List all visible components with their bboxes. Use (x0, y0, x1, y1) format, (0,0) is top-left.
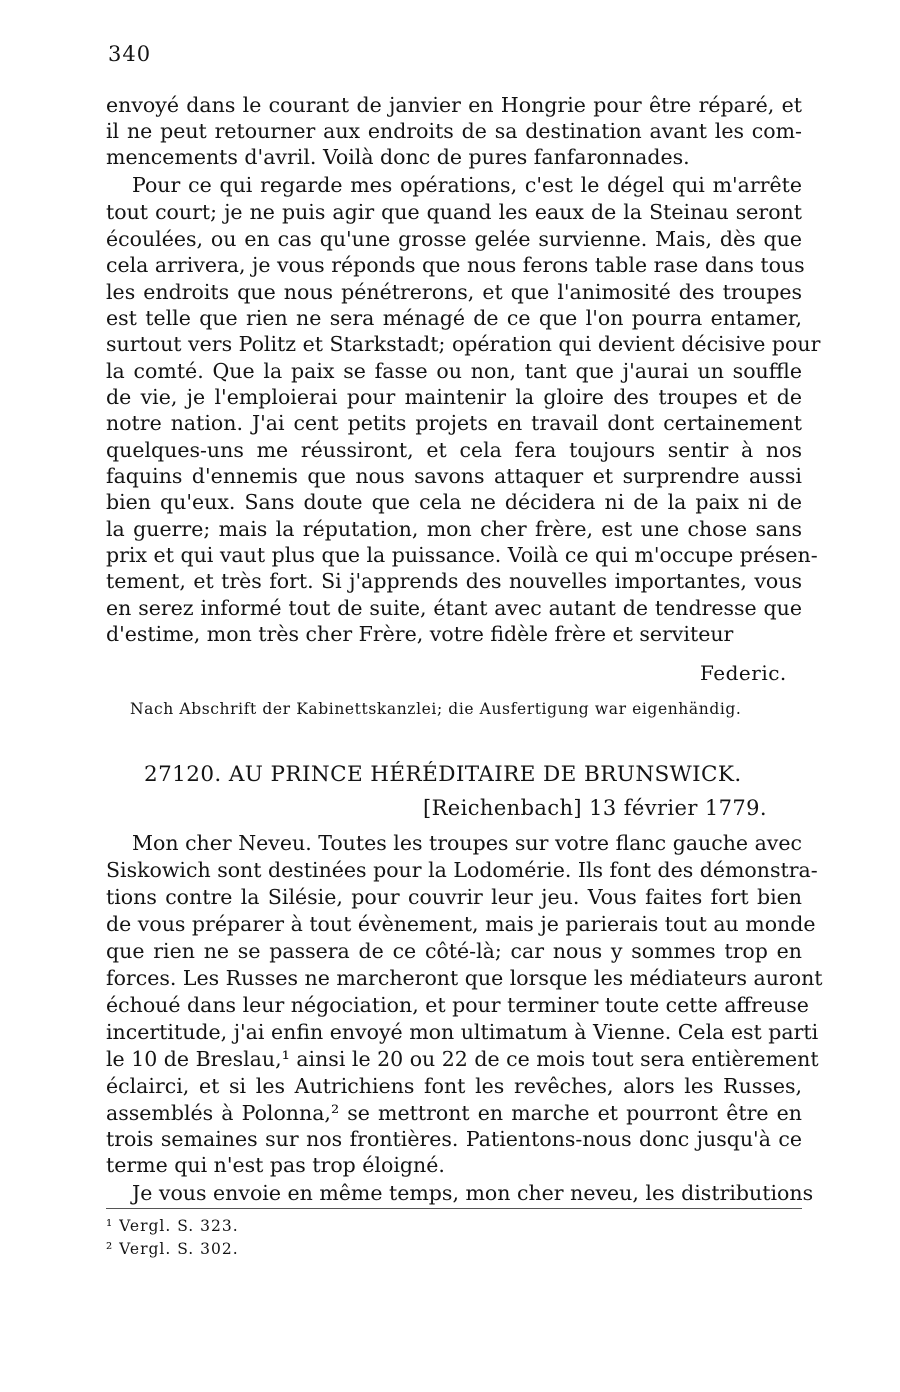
text-line: la guerre; mais la réputation, mon cher frère, est une chose sans (106, 517, 802, 541)
text-line: la comté. Que la paix se fasse ou non, tant que j'aurai un souffle (106, 359, 802, 383)
text-line: écoulées, ou en cas qu'une grosse gelée survienne. Mais, dès que (106, 227, 802, 251)
text-line: il ne peut retourner aux endroits de sa destination avant les com- (106, 119, 802, 143)
text-line: forces. Les Russes ne marcheront que lorsque les médiateurs auront (106, 966, 823, 990)
text-line: éclairci, et si les Autrichiens font les revêches, alors les Russes, (106, 1074, 802, 1098)
text-line: est telle que rien ne sera ménagé de ce que l'on pourra entamer, (106, 306, 802, 330)
text-line: Siskowich sont destinées pour la Lodomérie. Ils font des démonstra- (106, 858, 818, 882)
text-line: échoué dans leur négociation, et pour terminer toute cette affreuse (106, 993, 809, 1017)
text-line: de vous préparer à tout évènement, mais je parierais tout au monde (106, 912, 816, 936)
text-line: cela arrivera, je vous réponds que nous ferons table rase dans tous (106, 253, 805, 277)
text-line: en serez informé tout de suite, étant avec autant de tendresse que (106, 596, 802, 620)
text-line: bien qu'eux. Sans doute que cela ne décidera ni de la paix ni de (106, 490, 802, 514)
text-line: de vie, je l'emploierai pour maintenir la gloire des troupes et de (106, 385, 802, 409)
text-line: les endroits que nous pénétrerons, et que l'animosité des troupes (106, 280, 802, 304)
letter-heading: 27120. AU PRINCE HÉRÉDITAIRE DE BRUNSWICK. (144, 762, 742, 787)
text-line: trois semaines sur nos frontières. Patientons-nous donc jusqu'à ce (106, 1127, 802, 1151)
text-line: d'estime, mon très cher Frère, votre fidèle frère et serviteur (106, 622, 734, 646)
footnote: ¹ Vergl. S. 323. (106, 1217, 239, 1235)
signature: Federic. (700, 661, 787, 685)
footnote-divider (106, 1208, 802, 1209)
text-line: prix et qui vaut plus que la puissance. Voilà ce qui m'occupe présen- (106, 543, 818, 567)
text-line: surtout vers Politz et Starkstadt; opération qui devient décisive pour (106, 332, 821, 356)
text-line: envoyé dans le courant de janvier en Hongrie pour être réparé, et (106, 93, 802, 117)
text-line: tions contre la Silésie, pour couvrir leur jeu. Vous faites fort bien (106, 885, 802, 909)
page-number: 340 (108, 42, 152, 66)
text-line: notre nation. J'ai cent petits projets en travail dont certainement (106, 411, 802, 435)
letter-dateline: [Reichenbach] 13 février 1779. (423, 796, 767, 820)
text-line: le 10 de Breslau,¹ ainsi le 20 ou 22 de ce mois tout sera entièrement (106, 1047, 819, 1071)
footnote: ² Vergl. S. 302. (106, 1240, 239, 1258)
source-note: Nach Abschrift der Kabinettskanzlei; die Ausfertigung war eigenhändig. (130, 700, 742, 718)
text-line: quelques-uns me réussiront, et cela fera toujours sentir à nos (106, 438, 802, 462)
text-line: incertitude, j'ai enfin envoyé mon ultimatum à Vienne. Cela est parti (106, 1020, 819, 1044)
text-line: Mon cher Neveu. Toutes les troupes sur votre flanc gauche avec (132, 831, 802, 855)
text-line: que rien ne se passera de ce côté-là; car nous y sommes trop en (106, 939, 802, 963)
text-line: Je vous envoie en même temps, mon cher neveu, les distributions (132, 1181, 814, 1205)
text-line: tout court; je ne puis agir que quand les eaux de la Steinau seront (106, 200, 802, 224)
text-line: faquins d'ennemis que nous savons attaquer et surprendre aussi (106, 464, 802, 488)
text-line: Pour ce qui regarde mes opérations, c'est le dégel qui m'arrête (132, 173, 802, 197)
text-line: tement, et très fort. Si j'apprends des nouvelles importantes, vous (106, 569, 802, 593)
text-line: assemblés à Polonna,² se mettront en marche et pourront être en (106, 1101, 802, 1125)
text-line: terme qui n'est pas trop éloigné. (106, 1153, 445, 1177)
text-line: mencements d'avril. Voilà donc de pures fanfaronnades. (106, 145, 690, 169)
